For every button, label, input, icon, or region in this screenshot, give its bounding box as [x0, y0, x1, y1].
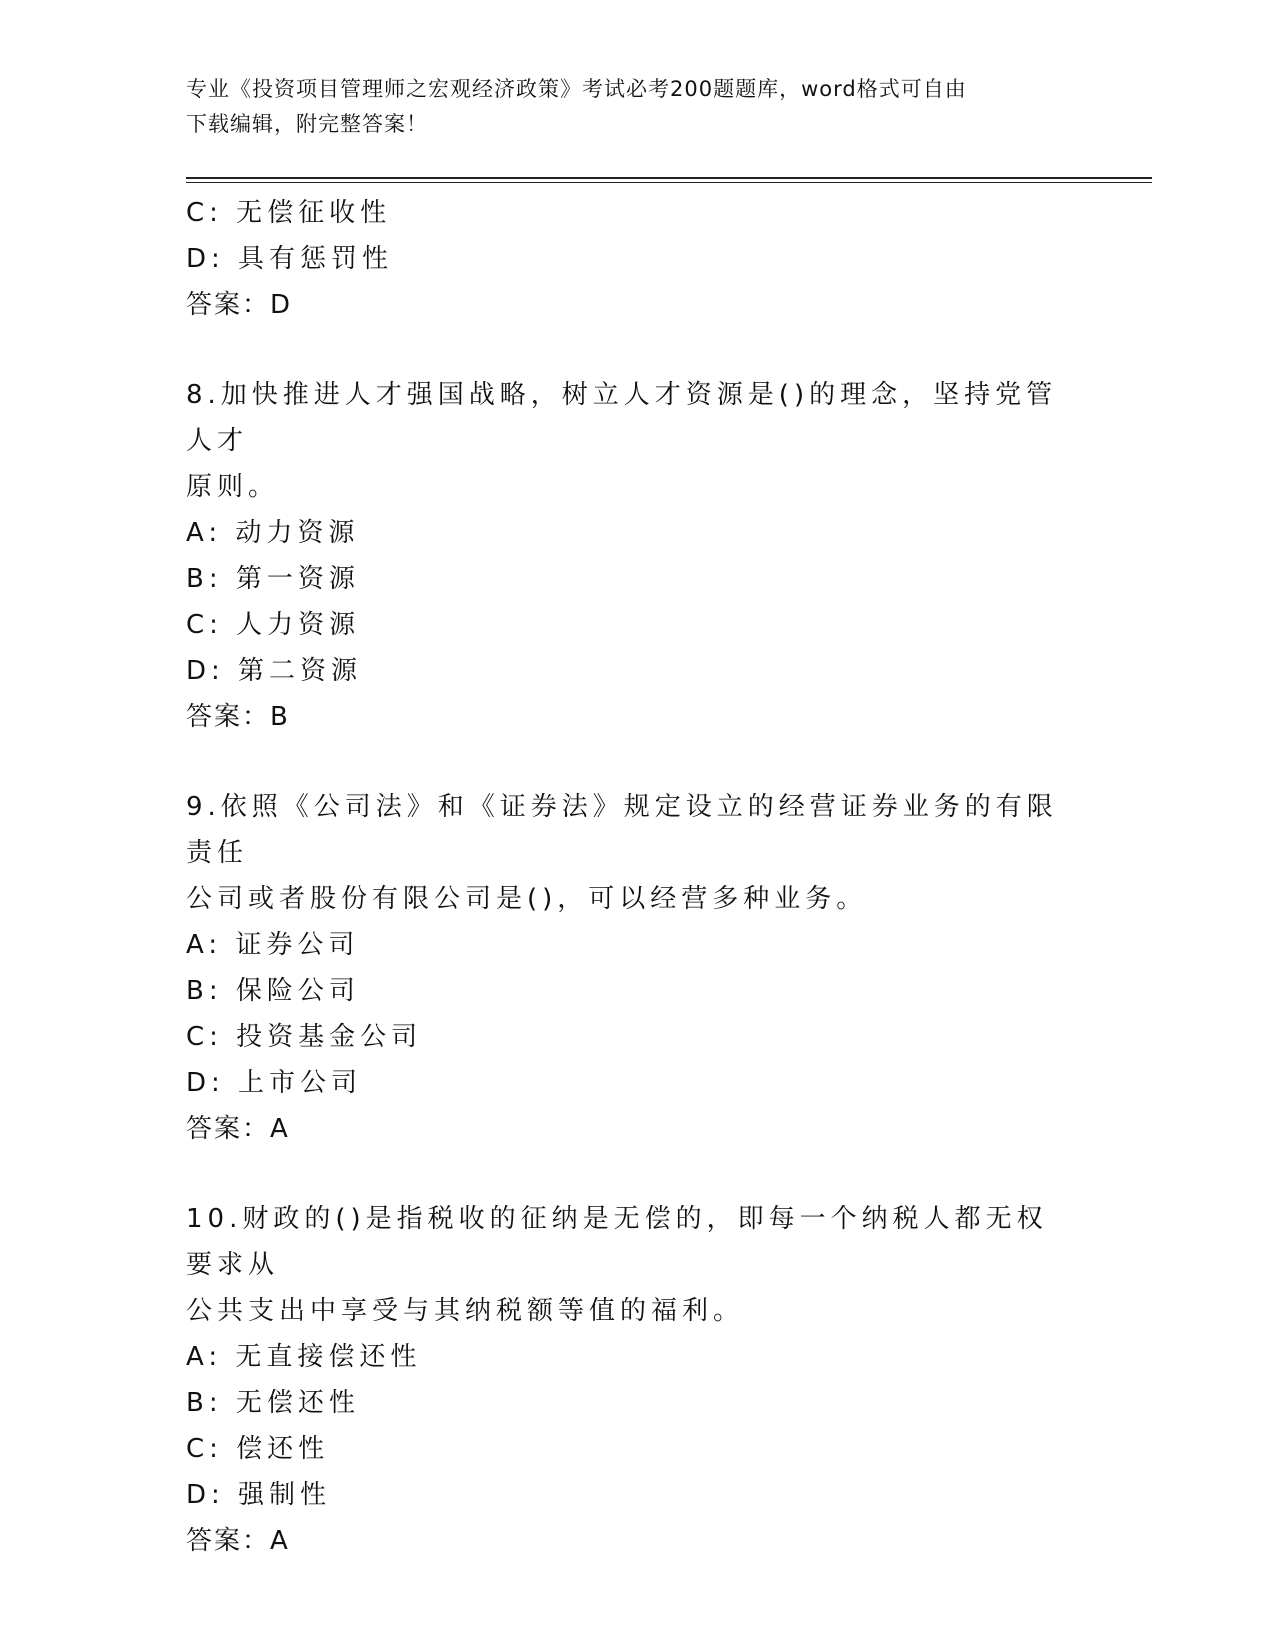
answer-line: 答案：A — [186, 1526, 290, 1556]
option-b: B: 第一资源 — [186, 564, 360, 594]
answer-line: 答案：D — [186, 290, 293, 320]
option-c: C: 投资基金公司 — [186, 1022, 423, 1052]
header-divider-bottom — [186, 182, 1152, 183]
header-line-1: 专业《投资项目管理师之宏观经济政策》考试必考200题题库，word格式可自由 — [186, 77, 967, 101]
question-stem — [186, 784, 1066, 922]
question-stem — [186, 1196, 1066, 1334]
header-divider-top — [186, 177, 1152, 179]
option-b: B: 保险公司 — [186, 976, 360, 1006]
option-c: C: 人力资源 — [186, 610, 361, 640]
question-stem-line-2: 公司或者股份有限公司是()，可以经营多种业务。 — [186, 884, 868, 914]
option-d: D: 强制性 — [186, 1480, 332, 1510]
question-9 — [186, 784, 1086, 1152]
header-line-2: 下载编辑，附完整答案！ — [186, 112, 428, 136]
answer-line: 答案：A — [186, 1114, 290, 1144]
option-c: C: 偿还性 — [186, 1434, 330, 1464]
option-d: D: 第二资源 — [186, 656, 363, 686]
option-d: D: 上市公司 — [186, 1068, 363, 1098]
question-7-continued — [186, 190, 1086, 328]
question-10 — [186, 1196, 1086, 1564]
option-a: A: 证券公司 — [186, 930, 360, 960]
option-b: B: 无偿还性 — [186, 1388, 360, 1418]
question-stem-line-1: 8.加快推进人才强国战略，树立人才资源是()的理念，坚持党管人才 — [186, 380, 1058, 456]
option-a: A: 无直接偿还性 — [186, 1342, 422, 1372]
option-d: D: 具有惩罚性 — [186, 244, 394, 274]
question-8 — [186, 372, 1086, 740]
option-a: A: 动力资源 — [186, 518, 360, 548]
question-stem-line-2: 公共支出中享受与其纳税额等值的福利。 — [186, 1296, 745, 1326]
question-stem-line-1: 10.财政的()是指税收的征纳是无偿的，即每一个纳税人都无权要求从 — [186, 1204, 1048, 1280]
question-stem — [186, 372, 1066, 510]
document-body — [186, 190, 1086, 1564]
answer-line: 答案：B — [186, 702, 290, 732]
question-stem-line-1: 9.依照《公司法》和《证券法》规定设立的经营证券业务的有限责任 — [186, 792, 1058, 868]
question-stem-line-2: 原则。 — [186, 472, 280, 502]
option-c: C: 无偿征收性 — [186, 198, 392, 228]
document-header — [186, 72, 1086, 142]
